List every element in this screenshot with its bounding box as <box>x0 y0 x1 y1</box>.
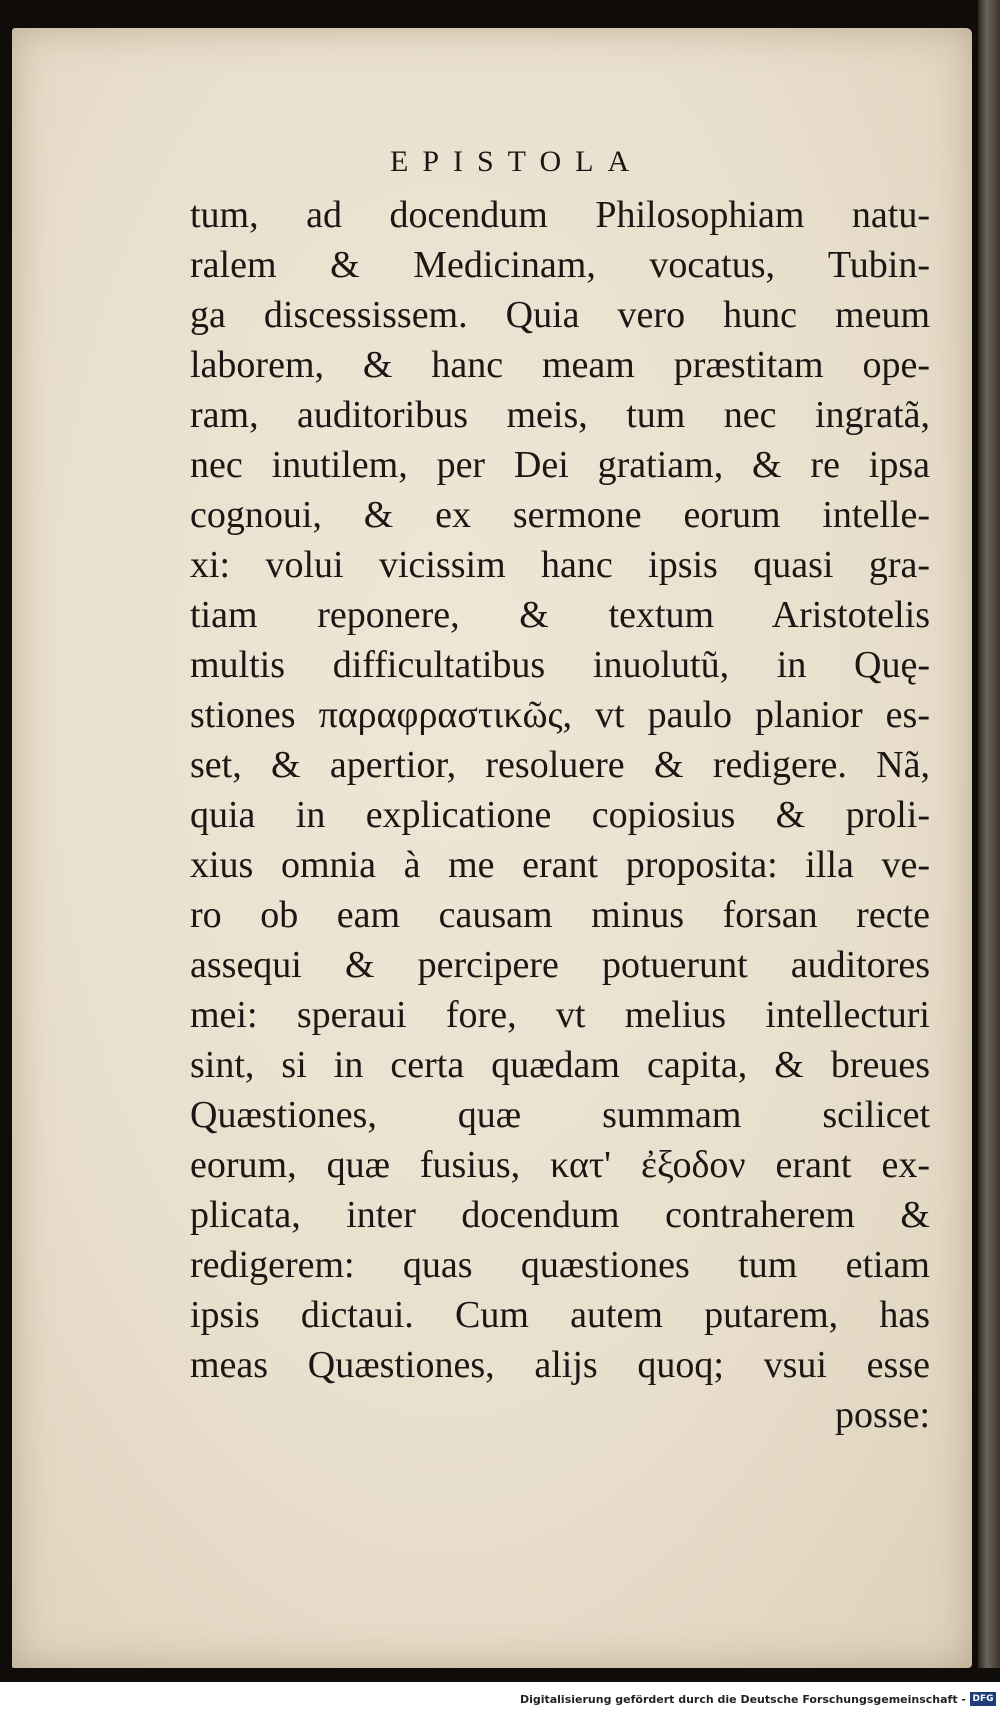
text-line: multis difficultatibus inuolutũ, in Quę- <box>190 644 930 686</box>
text-line: laborem, & hanc meam præstitam ope- <box>190 344 930 386</box>
text-line: ga discessissem. Quia vero hunc meum <box>190 294 930 336</box>
text-line: cognoui, & ex sermone eorum intelle- <box>190 494 930 536</box>
text-line: xius omnia à me erant proposita: illa ve- <box>190 844 930 886</box>
book-edge <box>978 0 1000 1668</box>
text-line: Quæstiones, quæ summam scilicet <box>190 1094 930 1136</box>
text-line: plicata, inter docendum contraherem & <box>190 1194 930 1236</box>
text-line: set, & apertior, resoluere & redigere. Nã, <box>190 744 930 786</box>
text-line: posse: <box>835 1394 930 1436</box>
text-line: ro ob eam causam minus forsan recte <box>190 894 930 936</box>
text-line: sint, si in certa quædam capita, & breues <box>190 1044 930 1086</box>
text-line: tiam reponere, & textum Aristotelis <box>190 594 930 636</box>
body-text <box>190 190 930 1440</box>
text-line: ralem & Medicinam, vocatus, Tubin- <box>190 244 930 286</box>
running-header: EPISTOLA <box>390 145 644 178</box>
text-line: ram, auditoribus meis, tum nec ingratã, <box>190 394 930 436</box>
text-line: ipsis dictaui. Cum autem putarem, has <box>190 1294 930 1336</box>
text-line: assequi & percipere potuerunt auditores <box>190 944 930 986</box>
text-line: xi: volui vicissim hanc ipsis quasi gra- <box>190 544 930 586</box>
text-line: quia in explicatione copiosius & proli- <box>190 794 930 836</box>
text-line: mei: speraui fore, vt melius intellecturi <box>190 994 930 1036</box>
funding-credit: Digitalisierung gefördert durch die Deutsche Forschungsgemeinschaft - <box>519 1693 966 1706</box>
text-line: nec inutilem, per Dei gratiam, & re ipsa <box>190 444 930 486</box>
text-line: redigerem: quas quæstiones tum etiam <box>190 1244 930 1286</box>
text-line: tum, ad docendum Philosophiam natu- <box>190 194 930 236</box>
text-line: meas Quæstiones, alijs quoq; vsui esse <box>190 1344 930 1386</box>
text-line: eorum, quæ fusius, κατ' ἐξοδον erant ex- <box>190 1144 930 1186</box>
text-line: stiones παραφραστικῶς, vt paulo planior es- <box>190 694 930 736</box>
dfg-logo: DFG <box>970 1692 996 1706</box>
